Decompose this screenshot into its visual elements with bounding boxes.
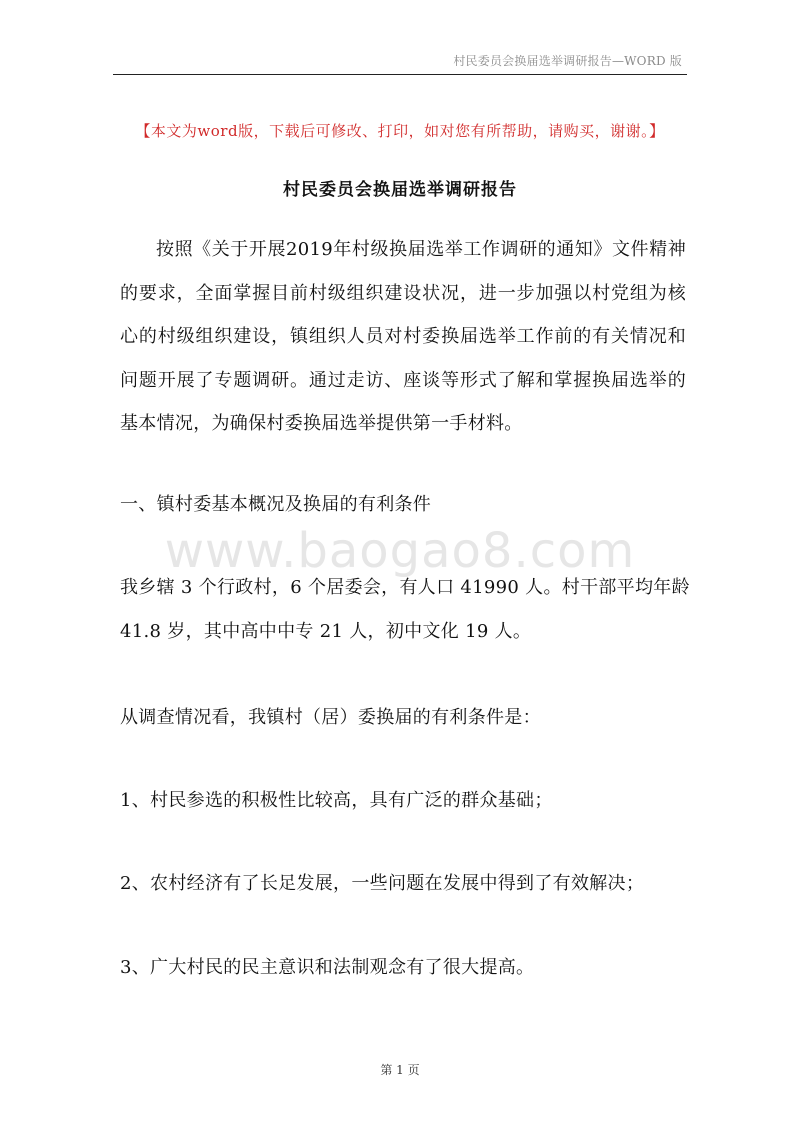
- page-number: 第 1 页: [380, 1063, 420, 1077]
- condition-item: 1、村民参选的积极性比较高，具有广泛的群众基础；: [120, 790, 553, 811]
- stats-line-1: 我乡辖 3 个行政村，6 个居委会，有人口 41990 人。村干部平均年龄: [120, 577, 690, 598]
- condition-item: 2、农村经济有了长足发展，一些问题在发展中得到了有效解决；: [120, 873, 645, 894]
- condition-item: 3、广大村民的民主意识和法制观念有了很大提高。: [120, 957, 535, 978]
- section-heading: 一、镇村委基本概况及换届的有利条件: [120, 494, 432, 515]
- page-header: 村民委员会换届选举调研报告—WORD 版: [453, 54, 682, 68]
- header-divider: [113, 74, 687, 75]
- intro-paragraph: 按照《关于开展2019年村级换届选举工作调研的通知》文件精神的要求，全面掌握目前村级组织建设状况，进一步加强以村党组为核心的村级组织建设，镇组织人员对村委换届选举工作前的有关情况和问题开展了专题调研。通过走访、座谈等形式了解和掌握换届选举的基本情况，为确保村委换届选举提供第一手材料。: [120, 239, 686, 434]
- conditions-intro: 从调查情况看，我镇村（居）委换届的有利条件是：: [120, 707, 541, 728]
- document-title: 村民委员会换届选举调研报告: [283, 180, 517, 200]
- watermark: www.baogao8.com: [164, 523, 636, 579]
- stats-line-2: 41.8 岁，其中高中中专 21 人，初中文化 19 人。: [120, 621, 532, 642]
- download-notice: 【本文为word版，下载后可修改、打印，如对您有所帮助，请购买，谢谢。】: [135, 122, 665, 140]
